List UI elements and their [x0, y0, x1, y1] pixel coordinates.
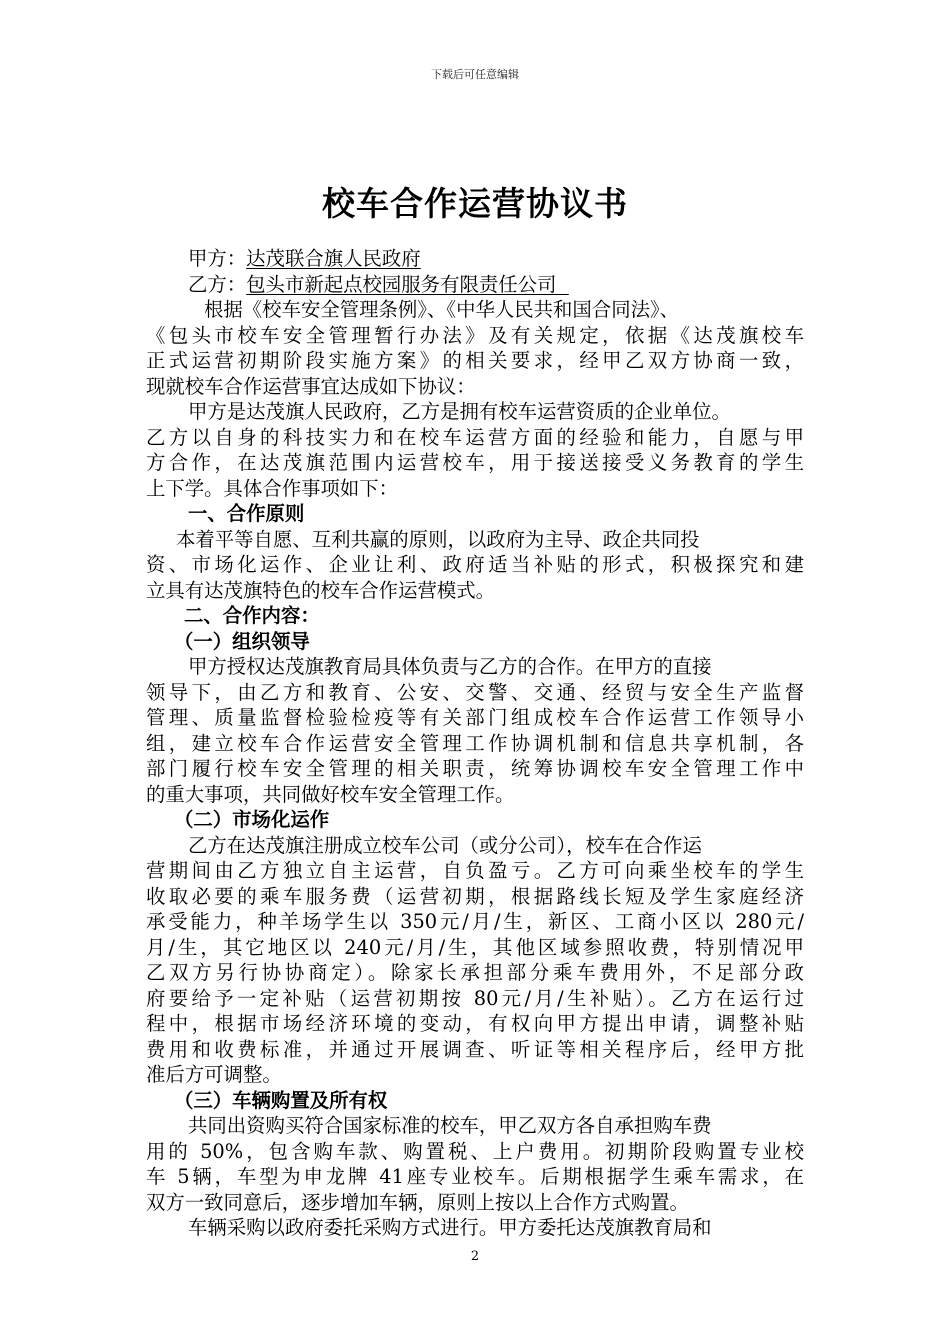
section1-line: 本着平等自愿、互利共赢的原则，以政府为主导、政企共同投 [176, 527, 700, 551]
intro-line: 《包头市校车安全管理暂行办法》及有关规定，依据《达茂旗校车 [146, 323, 804, 347]
sub2-line: 营期间由乙方独立自主运营，自负盈亏。乙方可向乘坐校车的学生 [146, 859, 804, 882]
sub3-line: 用的 50%，包含购车款、购置税、上户费用。初期阶段购置专业校 [146, 1139, 804, 1163]
sub2-line: 收取必要的乘车服务费（运营初期，根据路线长短及学生家庭经济 [146, 884, 804, 908]
document-title: 校车合作运营协议书 [322, 184, 628, 223]
intro-line: 根据《校车安全管理条例》、《中华人民共和国合同法》、 [204, 298, 680, 321]
sub1-line: 领导下，由乙方和教育、公安、交警、交通、经贸与安全生产监督 [146, 680, 804, 704]
sub1-line: 的重大事项，共同做好校车安全管理工作。 [146, 782, 515, 806]
subsection-heading: （二）市场化运作 [174, 808, 330, 831]
sub3-line: 共同出资购买符合国家标准的校车，甲乙双方各自承担购车费 [188, 1114, 712, 1137]
party-b-line [146, 272, 804, 298]
page-number: 2 [470, 1249, 480, 1264]
intro-line: 现就校车合作运营事宜达成如下协议： [146, 374, 476, 398]
subsection-heading: （三）车辆购置及所有权 [174, 1088, 388, 1112]
sub1-line: 部门履行校车安全管理的相关职责，统筹协调校车安全管理工作中 [146, 757, 804, 780]
sub2-line: 准后方可调整。 [146, 1063, 282, 1086]
sub1-line: 管理、质量监督检验检疫等有关部门组成校车合作运营工作领导小 [146, 706, 804, 729]
document-body [146, 246, 804, 1241]
party-b-label: 乙方： [188, 272, 247, 296]
sub2-line: 乙方在达茂旗注册成立校车公司（或分公司），校车在合作运 [188, 833, 702, 857]
sub2-line: 承受能力，种羊场学生以 350元/月/生，新区、工商小区以 280元/ [146, 910, 804, 933]
para1-line: 乙方以自身的科技实力和在校车运营方面的经验和能力，自愿与甲 [146, 425, 804, 449]
intro-line: 正式运营初期阶段实施方案》的相关要求，经甲乙双方协商一致， [146, 349, 804, 372]
sub2-line: 乙双方另行协协商定）。除家长承担部分乘车费用外，不足部分政 [146, 961, 804, 984]
para1-line: 方合作，在达茂旗范围内运营校车，用于接送接受义务教育的学生 [146, 451, 804, 474]
party-a-line [146, 246, 804, 272]
para1-line: 上下学。具体合作事项如下： [146, 476, 399, 500]
page-header-note: 下载后可任意编辑 [431, 68, 519, 81]
sub2-line: 费用和收费标准，并通过开展调查、听证等相关程序后，经甲方批 [146, 1037, 804, 1061]
sub1-line: 甲方授权达茂旗教育局具体负责与乙方的合作。在甲方的直接 [188, 655, 712, 678]
last-line: 车辆采购以政府委托采购方式进行。甲方委托达茂旗教育局和 [188, 1216, 712, 1239]
subsection-heading: （一）组织领导 [174, 629, 310, 653]
para1-line: 甲方是达茂旗人民政府，乙方是拥有校车运营资质的企业单位。 [188, 400, 731, 423]
section1-line: 资、市场化运作、企业让利、政府适当补贴的形式，积极探究和建 [146, 553, 804, 576]
party-a-name: 达茂联合旗人民政府 [246, 247, 421, 270]
party-b-name: 包头市新起点校园服务有限责任公司 [246, 272, 569, 296]
sub2-line: 府要给予一定补贴（运营初期按 80元/月/生补贴）。乙方在运行过 [146, 986, 804, 1010]
section-heading: 一、合作原则 [188, 502, 305, 525]
sub2-line: 月/生，其它地区以 240元/月/生，其他区域参照收费，特别情况甲 [146, 935, 804, 959]
sub1-line: 组，建立校车合作运营安全管理工作协调机制和信息共享机制，各 [146, 731, 804, 755]
party-a-label: 甲方： [188, 247, 247, 270]
section1-line: 立具有达茂旗特色的校车合作运营模式。 [146, 578, 496, 602]
sub3-line: 双方一致同意后，逐步增加车辆，原则上按以上合作方式购置。 [146, 1190, 689, 1214]
section-heading: 二、合作内容： [184, 604, 320, 627]
sub2-line: 程中，根据市场经济环境的变动，有权向甲方提出申请，调整补贴 [146, 1012, 804, 1035]
sub3-line: 车 5辆，车型为申龙牌 41座专业校车。后期根据学生乘车需求，在 [146, 1165, 804, 1188]
